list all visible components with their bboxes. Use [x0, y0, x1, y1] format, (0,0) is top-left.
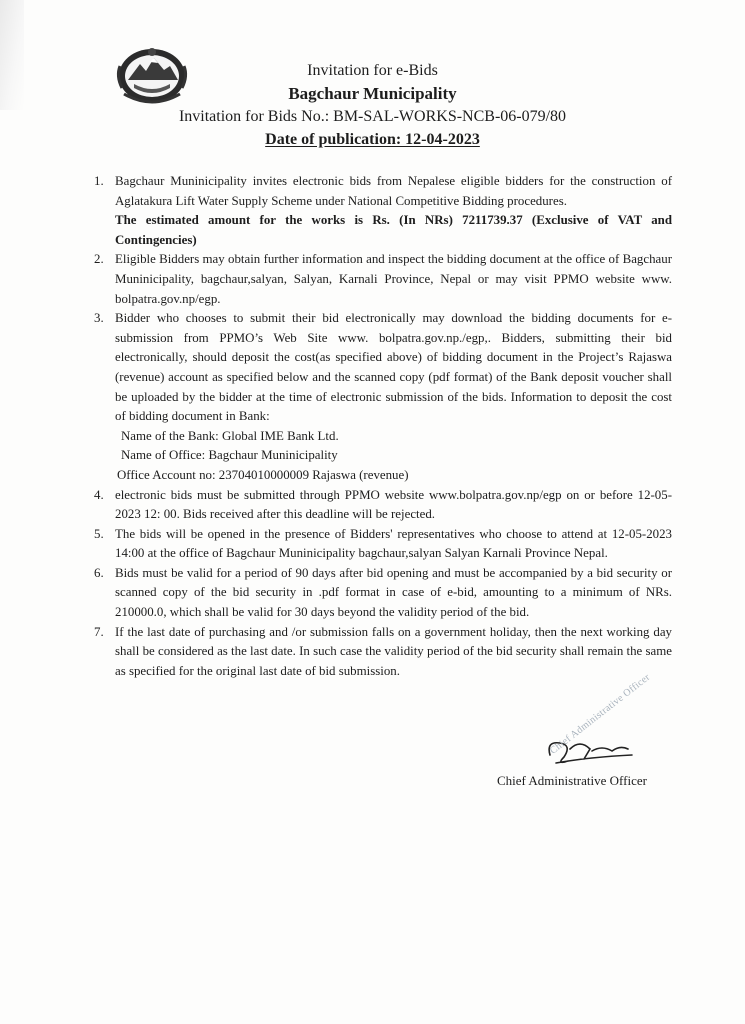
clause-number: 5. [94, 526, 104, 541]
clause-number: 6. [94, 565, 104, 580]
clause-number: 7. [94, 624, 104, 639]
clause-7 [90, 623, 672, 682]
clause-text: If the last date of purchasing and /or submission falls on a government holiday, then the next working day shall be considered as the last date. In such case the validity period of the bid security shall remain the same as specified for the original last date of bid submission. [115, 624, 672, 678]
bid-number: Invitation for Bids No.: BM-SAL-WORKS-NCB-06-079/80 [178, 108, 567, 125]
clause-5 [90, 525, 672, 564]
clause-text: Bagchaur Muninicipality invites electronic bids from Nepalese eligible bidders for the construction of Aglatakura Lift Water Supply Scheme under National Competitive Bidding procedures. [115, 174, 672, 208]
clause-6 [90, 564, 672, 623]
estimated-amount: The estimated amount for the works is Rs. (In NRs) 7211739.37 (Exclusive of VAT and Contingencies) [115, 213, 672, 247]
clause-number: 1. [94, 174, 104, 188]
clause-text: electronic bids must be submitted through PPMO website www.bolpatra.gov.np/egp on or before 12-05-2023 12: 00. Bids received after this deadline will be rejected. [115, 487, 672, 522]
clause-number: 3. [94, 311, 104, 326]
office-name: Name of Office: Bagchaur Muninicipality [121, 448, 338, 463]
clause-text: Eligible Bidders may obtain further information and inspect the bidding document at the office of Bagchaur Muninicipality, bagchaur,salyan, Salyan, Karnali Province, Nepal or may visit PPMO website www. bolpatra.gov.np/egp. [115, 252, 672, 306]
signatory-title: Chief Administrative Officer [497, 773, 647, 788]
clause-3 [90, 309, 672, 485]
clause-text: The bids will be opened in the presence of Bidders' representatives who choose to attend at 12-05-2023 14:00 at the office of Bagchaur Muninicipality bagchaur,salyan Salyan Karnali Province Nepal. [115, 526, 672, 561]
invitation-clauses [90, 172, 672, 681]
clause-number: 2. [94, 252, 104, 267]
bank-name: Name of the Bank: Global IME Bank Ltd. [121, 428, 339, 443]
municipality-name: Bagchaur Municipality [288, 84, 457, 103]
clause-1 [90, 172, 672, 250]
office-stamp: Chief Administrative Officer [548, 671, 653, 757]
publication-date [0, 131, 745, 149]
document-heading: Invitation for e-Bids [307, 62, 438, 79]
publication-date-text: Date of publication: 12-04-2023 [265, 131, 480, 148]
office-account: Office Account no: 23704010000009 Rajaswa (revenue) [117, 467, 409, 482]
clause-2 [90, 250, 672, 309]
clause-text: Bidder who chooses to submit their bid electronically may download the bidding documents for e-submission from PPMO’s Web Site www. bolpatra.gov.np./egp,. Bidders, submitting their bid electronically, should deposit the cost(as specified above) of bidding document in the Project’s Rajaswa (revenue) account as specified below and the scanned copy (pdf format) of the Bank deposit voucher shall be uploaded by the bidder at the time of electronic submission of the bids. Information to deposit the cost of bidding document in Bank: [115, 311, 672, 424]
clause-4 [90, 486, 672, 525]
clause-number: 4. [94, 487, 104, 502]
clause-text: Bids must be valid for a period of 90 days after bid opening and must be accompanied by a bid security or scanned copy of the bid security in .pdf format in case of e-bid, amounting to a minimum of NRs. 210000.0, which shall be valid for 30 days beyond the validity period of the bid. [115, 565, 672, 620]
